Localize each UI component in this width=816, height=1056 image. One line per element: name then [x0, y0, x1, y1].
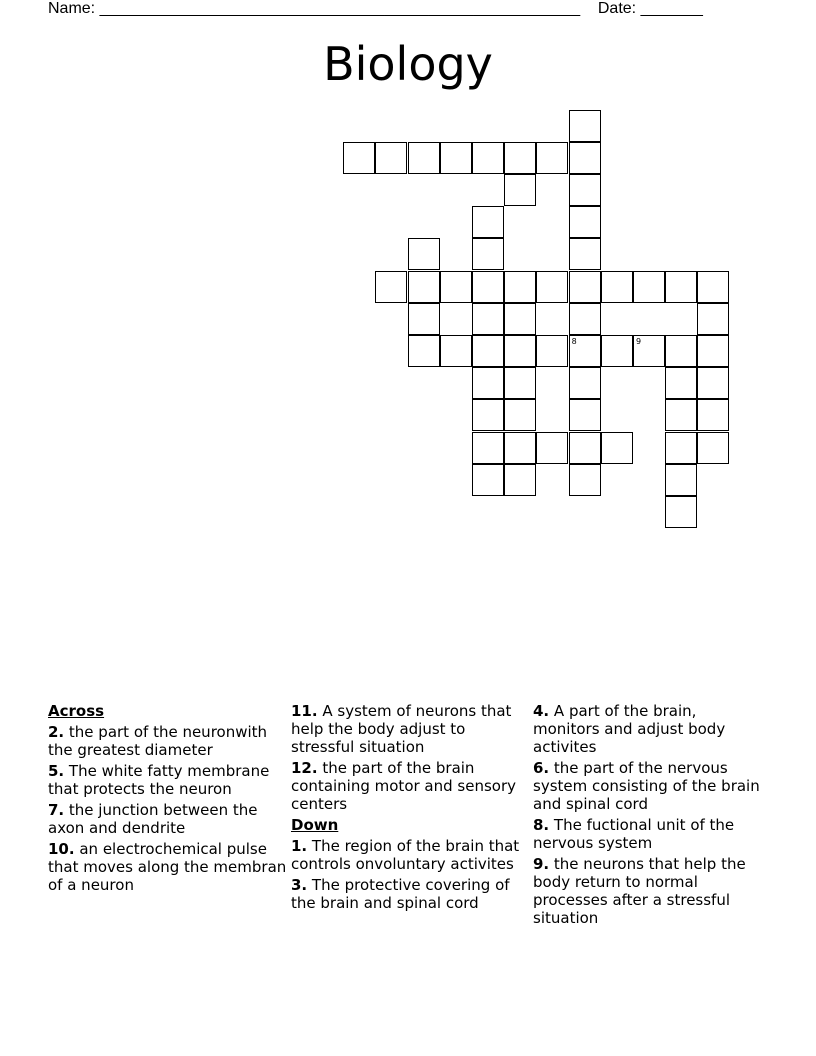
crossword-cell[interactable]: [472, 303, 504, 335]
clue-column-2: [291, 702, 531, 915]
crossword-cell[interactable]: [472, 367, 504, 399]
crossword-cell[interactable]: [504, 335, 536, 367]
crossword-cell[interactable]: [375, 142, 407, 174]
clue-across-2: 2. the part of the neuronwith the greatest diameter: [48, 723, 268, 759]
clue-number: 8: [571, 337, 577, 346]
clue-number: 9: [636, 337, 642, 346]
crossword-cell[interactable]: [536, 432, 568, 464]
clue-across-12: 12. the part of the brain containing motor and sensory centers: [291, 759, 516, 813]
crossword-cell[interactable]: [601, 432, 633, 464]
crossword-cell[interactable]: [569, 110, 601, 142]
clue-down-8: 8. The fuctional unit of the nervous system: [533, 816, 735, 852]
crossword-cell[interactable]: [569, 399, 601, 431]
crossword-cell[interactable]: [536, 335, 568, 367]
crossword-cell[interactable]: [472, 271, 504, 303]
crossword-cell[interactable]: [697, 303, 729, 335]
crossword-cell[interactable]: [440, 335, 472, 367]
crossword-cell[interactable]: [601, 335, 633, 367]
crossword-cell[interactable]: [472, 335, 504, 367]
crossword-cell[interactable]: [697, 399, 729, 431]
crossword-cell[interactable]: [665, 496, 697, 528]
crossword-cell[interactable]: [569, 271, 601, 303]
crossword-cell[interactable]: [440, 142, 472, 174]
crossword-cell[interactable]: [601, 271, 633, 303]
clue-column-3: [533, 702, 763, 930]
crossword-cell[interactable]: [665, 271, 697, 303]
page-title: Biology: [323, 37, 493, 91]
name-label: Name:: [48, 0, 96, 17]
date-label: Date:: [597, 0, 637, 17]
crossword-cell[interactable]: [343, 142, 375, 174]
crossword-cell[interactable]: [569, 142, 601, 174]
crossword-cell[interactable]: [440, 271, 472, 303]
crossword-cell[interactable]: [665, 335, 697, 367]
date-blank[interactable]: _______: [640, 0, 703, 17]
crossword-cell[interactable]: [665, 432, 697, 464]
crossword-cell[interactable]: [697, 335, 729, 367]
crossword-cell[interactable]: [504, 142, 536, 174]
crossword-cell[interactable]: [569, 174, 601, 206]
crossword-cell[interactable]: [408, 271, 440, 303]
crossword-cell[interactable]: [408, 238, 440, 270]
clue-column-1: [48, 702, 288, 897]
crossword-cell[interactable]: [697, 367, 729, 399]
crossword-cell[interactable]: [472, 142, 504, 174]
crossword-cell[interactable]: [569, 367, 601, 399]
crossword-cell[interactable]: [665, 399, 697, 431]
across-heading: Across: [48, 702, 105, 720]
crossword-cell[interactable]: [504, 174, 536, 206]
crossword-cell[interactable]: [504, 271, 536, 303]
crossword-cell[interactable]: [569, 238, 601, 270]
crossword-cell[interactable]: [408, 303, 440, 335]
crossword-cell[interactable]: [536, 142, 568, 174]
crossword-cell[interactable]: [472, 399, 504, 431]
crossword-cell[interactable]: [697, 432, 729, 464]
crossword-cell[interactable]: [569, 335, 601, 367]
clue-down-4: 4. A part of the brain, monitors and adjust body activites: [533, 702, 726, 756]
clue-across-7: 7. the junction between the axon and dendrite: [48, 801, 258, 837]
crossword-cell[interactable]: [472, 432, 504, 464]
crossword-cell[interactable]: [633, 335, 665, 367]
crossword-cell[interactable]: [472, 464, 504, 496]
crossword-cell[interactable]: [408, 142, 440, 174]
clue-down-3: 3. The protective covering of the brain and spinal cord: [291, 876, 510, 912]
clue-down-6: 6. the part of the nervous system consisting of the brain and spinal cord: [533, 759, 760, 813]
crossword-cell[interactable]: [504, 303, 536, 335]
crossword-cell[interactable]: [697, 271, 729, 303]
crossword-cell[interactable]: [569, 464, 601, 496]
crossword-cell[interactable]: [472, 206, 504, 238]
crossword-cell[interactable]: [569, 432, 601, 464]
clue-down-1: 1. The region of the brain that controls onvoluntary activites: [291, 837, 520, 873]
clue-across-11: 11. A system of neurons that help the body adjust to stressful situation: [291, 702, 512, 756]
clue-across-10: 10. an electrochemical pulse that moves along the membran of a neuron: [48, 840, 287, 894]
clue-down-9: 9. the neurons that help the body return to normal processes after a stressful situation: [533, 855, 746, 927]
crossword-cell[interactable]: [504, 432, 536, 464]
clue-across-5: 5. The white fatty membrane that protects the neuron: [48, 762, 270, 798]
crossword-cell[interactable]: [504, 464, 536, 496]
crossword-cell[interactable]: [569, 206, 601, 238]
crossword-cell[interactable]: [504, 367, 536, 399]
crossword-cell[interactable]: [408, 335, 440, 367]
crossword-cell[interactable]: [665, 367, 697, 399]
crossword-cell[interactable]: [472, 238, 504, 270]
crossword-cell[interactable]: [569, 303, 601, 335]
crossword-cell[interactable]: [665, 464, 697, 496]
crossword-cell[interactable]: [504, 399, 536, 431]
crossword-cell[interactable]: [375, 271, 407, 303]
name-blank[interactable]: ______________________________________________________: [99, 0, 581, 17]
down-heading: Down: [291, 816, 339, 834]
crossword-cell[interactable]: [536, 271, 568, 303]
crossword-cell[interactable]: [633, 271, 665, 303]
